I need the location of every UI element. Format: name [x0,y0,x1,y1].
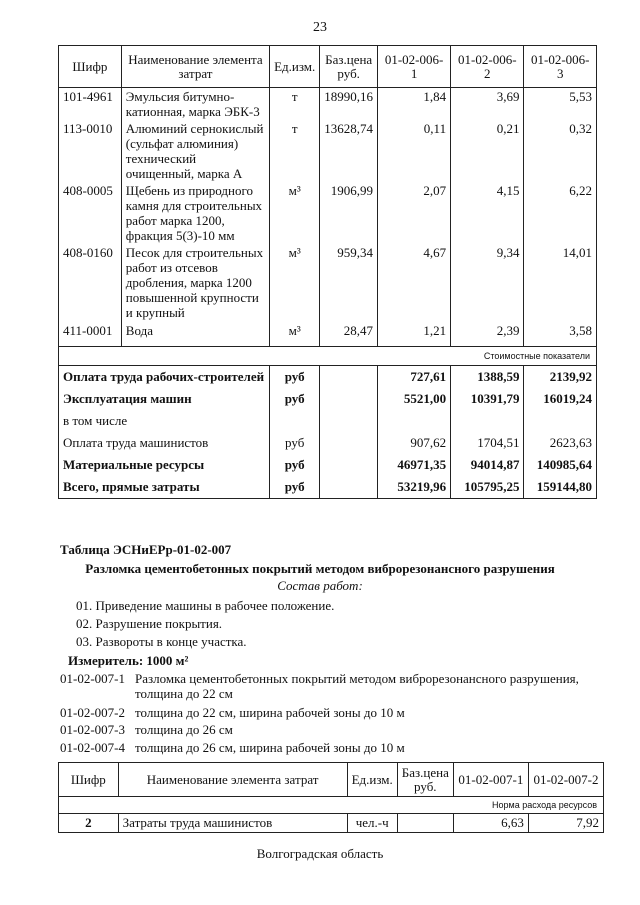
table-row [59,244,597,322]
indicator-value-2: 1704,51 [451,432,524,454]
row-value-1: 4,67 [378,244,451,322]
row-value-1: 1,21 [378,322,451,346]
row-name: Щебень из природного камня для строительных работ марка 1200, фракция 5(3)-10 мм [121,182,269,244]
indicator-value-2: 94014,87 [451,454,524,476]
section-title: Норма расхода ресурсов [59,797,604,814]
indicator-unit: руб [270,432,320,454]
row-value-1: 1,84 [378,88,451,121]
indicator-price [320,454,378,476]
row-code: 408-0005 [59,182,122,244]
row-value-2: 9,34 [451,244,524,322]
item-text: Разломка цементобетонных покрытий методом виброрезонансного разрушения, [135,671,579,686]
header-code: Шифр [59,46,122,88]
indicator-row [59,388,597,410]
row-value-3: 14,01 [524,244,597,322]
table-title: Таблица ЭСНиЕРр-01-02-007 [60,542,232,557]
indicator-row [59,432,597,454]
row-unit: т [270,120,320,182]
table-row [59,322,597,346]
indicator-price [320,410,378,432]
indicator-name: в том числе [59,410,270,432]
table-row [59,814,604,833]
indicator-name: Материальные ресурсы [59,454,270,476]
item-text: толщина до 22 см, ширина рабочей зоны до 10 м [135,705,405,720]
indicator-name: Оплата труда машинистов [59,432,270,454]
indicator-row [59,476,597,499]
table-header-row [59,763,604,797]
row-value-1: 0,11 [378,120,451,182]
item-code: 01-02-007-4 [60,740,125,755]
row-price: 18990,16 [320,88,378,121]
indicator-value-3: 16019,24 [524,388,597,410]
table-row [59,182,597,244]
header-col1: 01-02-006-1 [378,46,451,88]
table-row [59,88,597,121]
item-text-cont: толщина до 22 см [135,686,233,701]
row-name: Эмульсия битумно-катионная, марка ЭБК-3 [121,88,269,121]
page-number: 23 [313,20,327,35]
indicator-unit: руб [270,454,320,476]
item-code: 01-02-007-1 [60,671,125,686]
row-unit: чел.-ч [347,814,397,833]
header-col2: 01-02-006-2 [451,46,524,88]
table-row [59,120,597,182]
work-item: 03. Развороты в конце участка. [76,634,247,649]
indicator-value-3: 2139,92 [524,365,597,388]
header-unit: Ед.изм. [270,46,320,88]
resources-table [58,45,597,499]
measure-unit: Измеритель: 1000 м² [68,653,189,668]
row-price: 1906,99 [320,182,378,244]
indicator-value-3: 159144,80 [524,476,597,499]
row-code: 411-0001 [59,322,122,346]
indicator-price [320,388,378,410]
item-code: 01-02-007-2 [60,705,125,720]
row-value-3: 5,53 [524,88,597,121]
header-name: Наименование элемента затрат [118,763,347,797]
row-price [397,814,453,833]
header-col1: 01-02-007-1 [453,763,528,797]
indicator-unit: руб [270,388,320,410]
row-code: 113-0010 [59,120,122,182]
indicator-value-3: 140985,64 [524,454,597,476]
row-value-3: 3,58 [524,322,597,346]
indicator-value-1: 907,62 [378,432,451,454]
item-text: толщина до 26 см, ширина рабочей зоны до 10 м [135,740,405,755]
indicator-value-1: 5521,00 [378,388,451,410]
indicator-name: Всего, прямые затраты [59,476,270,499]
row-unit: м³ [270,244,320,322]
indicator-value-3 [524,410,597,432]
header-code: Шифр [59,763,119,797]
section-title: Стоимостные показатели [59,346,597,365]
indicator-value-2: 105795,25 [451,476,524,499]
row-value-2: 7,92 [528,814,603,833]
row-value-2: 2,39 [451,322,524,346]
row-unit: т [270,88,320,121]
works-heading: Состав работ: [277,578,363,593]
indicator-value-1: 46971,35 [378,454,451,476]
item-text: толщина до 26 см [135,722,233,737]
work-item: 01. Приведение машины в рабочее положение. [76,598,335,613]
header-unit: Ед.изм. [347,763,397,797]
row-price: 28,47 [320,322,378,346]
section-row [59,346,597,365]
indicator-value-1 [378,410,451,432]
row-name: Песок для строительных работ из отсевов дробления, марка 1200 повышенной крупности и крупный [121,244,269,322]
header-col3: 01-02-006-3 [524,46,597,88]
row-name: Затраты труда машинистов [118,814,347,833]
section-row [59,797,604,814]
indicator-row [59,454,597,476]
row-code: 408-0160 [59,244,122,322]
row-value-2: 3,69 [451,88,524,121]
row-price: 959,34 [320,244,378,322]
indicator-price [320,365,378,388]
indicator-price [320,432,378,454]
indicator-name: Оплата труда рабочих-строителей [59,365,270,388]
indicator-unit [270,410,320,432]
row-value-2: 4,15 [451,182,524,244]
row-unit: м³ [270,322,320,346]
indicator-name: Эксплуатация машин [59,388,270,410]
row-price: 13628,74 [320,120,378,182]
row-value-2: 0,21 [451,120,524,182]
indicator-price [320,476,378,499]
section-subtitle: Разломка цементобетонных покрытий методом виброрезонансного разрушения [85,561,555,576]
header-price: Баз.цена руб. [320,46,378,88]
indicator-unit: руб [270,365,320,388]
indicator-value-2: 10391,79 [451,388,524,410]
row-code: 2 [59,814,119,833]
work-item: 02. Разрушение покрытия. [76,616,223,631]
indicator-unit: руб [270,476,320,499]
row-unit: м³ [270,182,320,244]
footer-region: Волгоградская область [256,846,384,861]
row-value-1: 2,07 [378,182,451,244]
indicator-value-3: 2623,63 [524,432,597,454]
row-value-1: 6,63 [453,814,528,833]
header-name: Наименование элемента затрат [121,46,269,88]
header-col2: 01-02-007-2 [528,763,603,797]
row-name: Алюминий сернокислый (сульфат алюминия) технический очищенный, марка А [121,120,269,182]
row-code: 101-4961 [59,88,122,121]
row-value-3: 6,22 [524,182,597,244]
indicator-value-2 [451,410,524,432]
indicator-row [59,410,597,432]
indicator-value-2: 1388,59 [451,365,524,388]
resource-norms-table [58,762,604,833]
item-code: 01-02-007-3 [60,722,125,737]
indicator-row [59,365,597,388]
row-value-3: 0,32 [524,120,597,182]
table-header-row [59,46,597,88]
row-name: Вода [121,322,269,346]
indicator-value-1: 53219,96 [378,476,451,499]
header-price: Баз.цена руб. [397,763,453,797]
indicator-value-1: 727,61 [378,365,451,388]
